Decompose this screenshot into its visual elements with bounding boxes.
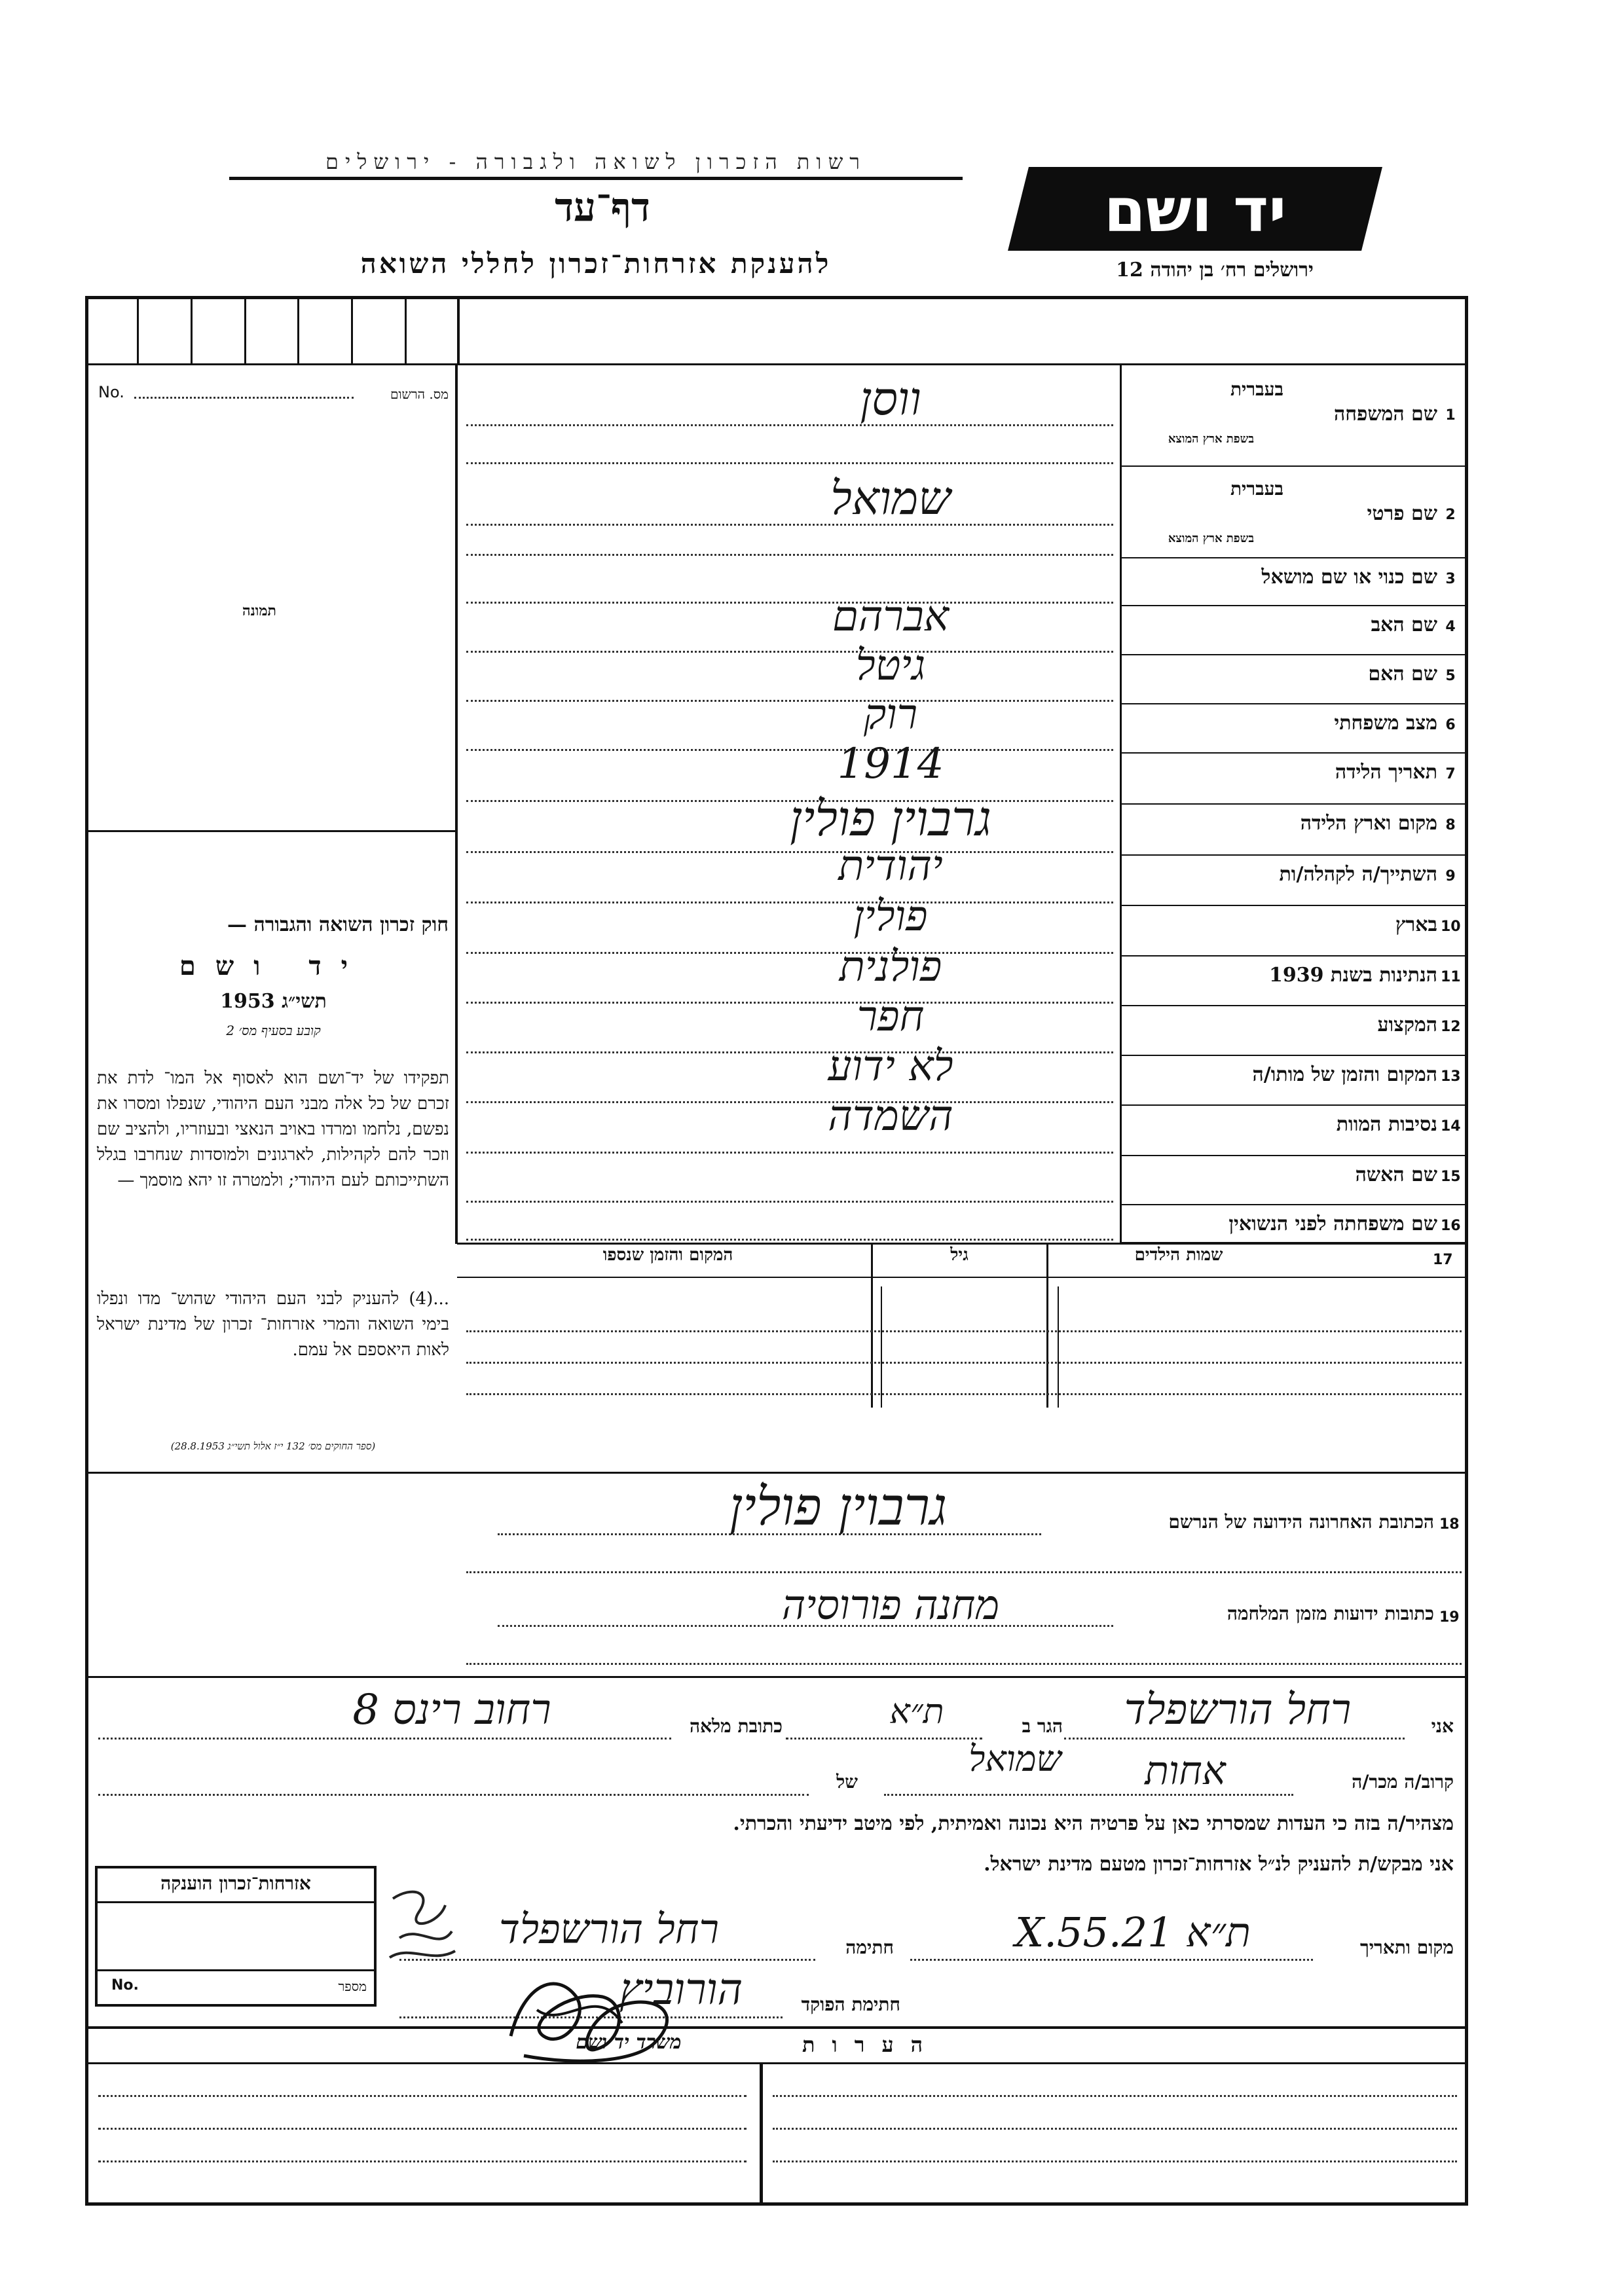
decl-place-date-value: ת״א 21.X.55 [1015, 1908, 1251, 1956]
field-label: שם האשה [1355, 1163, 1437, 1186]
remarks-line-5 [773, 2128, 1457, 2130]
field-sublabel-origin: בשפת ארץ המוצא [1168, 532, 1254, 545]
field-value: אברהם [832, 592, 950, 641]
field-19-label: כתובות ידועות מזמן המלחמה [1227, 1603, 1434, 1624]
field-sublabel-hebrew: בעברית [1230, 478, 1283, 500]
decl-request: אני מבקש/ת להעניק לנ״ל אזרחות־זכרון מטעם מדינת ישראל. [984, 1853, 1454, 1876]
remarks-line-3 [98, 2160, 747, 2162]
decl-resides-value: ת״א [889, 1692, 944, 1732]
decl-relation-line [884, 1794, 1293, 1796]
field-number: 8 [1445, 817, 1456, 833]
children-col-divider-1 [871, 1244, 873, 1408]
field-19-value: מחנה פורוסיה [781, 1581, 1000, 1629]
field-value: רוק [863, 691, 918, 739]
decl-relation-value: אחות [1145, 1748, 1226, 1794]
remarks-line-2 [98, 2128, 747, 2130]
field-number: 10 [1441, 919, 1461, 935]
award-box-title: אזרחות־זכרון הוענקה [160, 1872, 311, 1894]
registry-no-line [134, 397, 354, 399]
field-label: שם משפחתה לפני הנשואין [1228, 1212, 1437, 1235]
stamp-scribble [380, 1879, 465, 1971]
field-number: 2 [1445, 507, 1456, 523]
children-inner-divider-2 [1058, 1286, 1059, 1408]
law-section: קובע בסעיף מס׳ 2 [226, 1023, 321, 1038]
remarks-title: הערות [802, 2032, 940, 2057]
logo-text: יד ושם [1103, 175, 1287, 246]
field-number: 7 [1445, 766, 1456, 782]
field-18-num: 18 [1439, 1516, 1460, 1533]
children-row-line-3 [466, 1393, 1462, 1395]
decl-signature-label: חתימה [845, 1937, 894, 1958]
law-title: חוק זכרון השואה והגבורה — [227, 913, 449, 936]
field-19-num: 19 [1439, 1609, 1460, 1626]
law-text-2: ...(4) להעניק לבני העם היהודי שהוש־ מדו ונפלו בימי השואה והמרי אזרחות־ זכרון של מדינת ישראל לאות היאספם אל עמם. [97, 1289, 449, 1360]
field-value: שמואל [830, 471, 951, 525]
children-col-divider-2 [1046, 1244, 1048, 1408]
decl-name-value: רחל הורשפלד [1124, 1686, 1352, 1734]
field-label: המקצוע [1377, 1013, 1437, 1036]
decl-address-value: רחוב רינס 8 [352, 1686, 551, 1734]
field-number: 11 [1441, 969, 1461, 985]
children-age-header: גיל [950, 1245, 969, 1265]
field-number: 6 [1445, 717, 1456, 733]
field-row-rule [1120, 905, 1468, 906]
decl-relative-label: קרוב/ה מכר/ה [1352, 1771, 1454, 1793]
field-value: גרבוין פולין [790, 791, 991, 847]
registry-number-boxes [85, 296, 458, 364]
field-row-rule [1120, 1005, 1468, 1006]
field-sublabel-hebrew: בעברית [1230, 378, 1283, 400]
decl-of-line [98, 1794, 809, 1796]
registry-label: מס. הרשום [390, 386, 449, 402]
children-inner-divider-1 [881, 1286, 882, 1408]
photo-area-bottom [85, 830, 457, 832]
field-row-rule [1120, 752, 1468, 754]
field-number: 3 [1445, 571, 1456, 587]
remarks-line-6 [773, 2160, 1457, 2162]
field-number: 1 [1445, 407, 1456, 424]
decl-of-label: של [836, 1771, 858, 1793]
field-number: 13 [1441, 1068, 1461, 1085]
children-row-line-2 [466, 1362, 1462, 1364]
field-number: 12 [1441, 1019, 1461, 1035]
decl-statement: מצהיר/ה בזה כי העדות שמסרתי כאן על פרטיה היא נכונה ואמיתית, לפי מיטב ידיעתי והכרתי. [733, 1812, 1454, 1835]
decl-ani: אני [1431, 1715, 1454, 1737]
field-row-rule [1120, 703, 1468, 704]
field-value: פולנית [839, 943, 942, 991]
field-label: שם האם [1368, 663, 1437, 685]
field-value: חפר [857, 993, 925, 1041]
decl-resides-label: הגר ב [1022, 1715, 1063, 1737]
law-footnote: (ספר החוקים מס׳ 132 י״ז אלול תשי״ג 28.8.1953) [170, 1440, 376, 1452]
decl-place-date-label: מקום ותאריך [1359, 1937, 1454, 1958]
remarks-header-rule [85, 2062, 1468, 2064]
field-number: 4 [1445, 619, 1456, 635]
officer-signature-scribble [498, 1958, 714, 2072]
field-row-rule [1120, 803, 1468, 805]
field-value-line [466, 554, 1113, 556]
field-value-line [466, 1201, 1113, 1203]
field-label: בארץ [1395, 913, 1437, 936]
remarks-top-rule [85, 2026, 1468, 2029]
field-row-rule [1120, 605, 1468, 606]
field-number: 5 [1445, 668, 1456, 684]
law-text-1: תפקידו של יד־ושם הוא לאסוף אל המו־ לדת את זכרם של כל אלה מבני העם היהודי, שנפלו ומסרו את נפשם, נלחמו ומרדו באויב הנאצי ובעוזריו, ולהציב שם וזכר להם לקהילות, לארגונים ולמוסדות שנחרבו בגלל השתייכותם לעם היהודי; ולמטרה זו יהא מוסמך — [97, 1068, 449, 1190]
decl-address-line [98, 1738, 671, 1740]
children-top-rule [457, 1243, 1468, 1245]
field-number: 15 [1441, 1169, 1461, 1185]
children-header-rule [457, 1277, 1468, 1278]
field-value-line [466, 462, 1113, 464]
field-19-line-2 [466, 1663, 1462, 1665]
remarks-col-divider [760, 2062, 763, 2203]
field-label: תאריך הלידה [1335, 761, 1437, 784]
decl-place-date-line [910, 1959, 1313, 1961]
field-label: שם כנוי או שם מושאל [1261, 566, 1437, 589]
remarks-line-4 [773, 2095, 1457, 2097]
field-value: השמדה [828, 1092, 953, 1140]
photo-label: תמונה [242, 602, 276, 619]
decl-name-line [1064, 1738, 1405, 1740]
decl-officer-value: הורוביץ [619, 1964, 743, 2014]
field-row-rule [1120, 1204, 1468, 1205]
field-label: הנתינות בשנת 1939 [1268, 964, 1437, 987]
award-box-number-rule [95, 1969, 377, 1971]
form-title: דף־עד [555, 185, 650, 230]
children-bottom-rule [85, 1472, 1468, 1474]
decl-officer-label: חתימת הפוקד [801, 1994, 900, 2015]
decl-address-label: כתובת מלאה [689, 1715, 783, 1737]
field-18-line-2 [466, 1571, 1462, 1573]
children-names-header: שמות הילדים [1134, 1245, 1223, 1265]
field-value-line [466, 1152, 1113, 1154]
field-18-value: גרבוין פולין [729, 1476, 948, 1537]
stamp-text: משרד יד ושם [576, 2031, 682, 2054]
law-name: יד ושם [179, 951, 368, 981]
registry-no-label: No. [98, 383, 124, 401]
field-row-rule [1120, 465, 1468, 467]
office-address: ירושלים רח׳ בן יהודה 12 [1116, 259, 1314, 282]
declaration-top-rule [85, 1676, 1468, 1678]
field-label: מצב משפחתי [1334, 712, 1437, 735]
award-box-number: מספר [338, 1978, 367, 1994]
children-place-header: המקום והזמן שנספו [602, 1245, 733, 1265]
field-label: שם האב [1371, 613, 1437, 636]
top-banner: רשות הזכרון לשואה ולגבורה - ירושלים [325, 149, 866, 174]
field-value: גיטל [855, 642, 926, 690]
field-label: מקום וארץ הלידה [1300, 812, 1437, 835]
field-value: ווסן [860, 372, 921, 426]
decl-of-value: שמואל [969, 1738, 1061, 1779]
field-row-rule [1120, 854, 1468, 856]
field-18-label: הכתובת האחרונה הידועה של הנרשם [1168, 1511, 1434, 1533]
children-num: 17 [1433, 1252, 1453, 1268]
field-row-rule [1120, 654, 1468, 655]
field-label: שם פרטי [1367, 502, 1437, 525]
top-banner-rule [229, 177, 963, 180]
field-number: 14 [1441, 1118, 1461, 1135]
field-number: 16 [1441, 1218, 1461, 1234]
field-row-rule [1120, 1055, 1468, 1056]
field-row-rule [1120, 1155, 1468, 1156]
field-value: יהודית [838, 842, 943, 890]
field-value: 1914 [837, 740, 944, 788]
field-label: השתייך/ה לקהלה/ות [1279, 863, 1437, 886]
left-column-divider [455, 363, 458, 1244]
award-box-title-rule [95, 1901, 377, 1903]
field-number: 9 [1445, 868, 1456, 884]
field-value: פולין [853, 892, 928, 941]
field-row-rule [1120, 1104, 1468, 1106]
field-sublabel-origin: בשפת ארץ המוצא [1168, 432, 1254, 446]
law-year: תשי״ג 1953 [220, 990, 327, 1013]
children-row-line-1 [466, 1330, 1462, 1332]
remarks-line-1 [98, 2095, 747, 2097]
field-label: נסיבות המוות [1336, 1113, 1437, 1136]
field-value-line [466, 1239, 1113, 1241]
award-box-no: No. [111, 1977, 139, 1994]
field-label: שם המשפחה [1333, 403, 1437, 426]
field-label: המקום והזמן של מותו/ה [1252, 1063, 1437, 1086]
field-row-rule [1120, 955, 1468, 957]
form-subtitle: להענקת אזרחות־זכרון לחללי השואה [360, 247, 832, 280]
field-value: לא ידוע [828, 1042, 953, 1091]
decl-signature-value: רחל הורשפלד [499, 1905, 719, 1953]
field-row-rule [1120, 557, 1468, 558]
